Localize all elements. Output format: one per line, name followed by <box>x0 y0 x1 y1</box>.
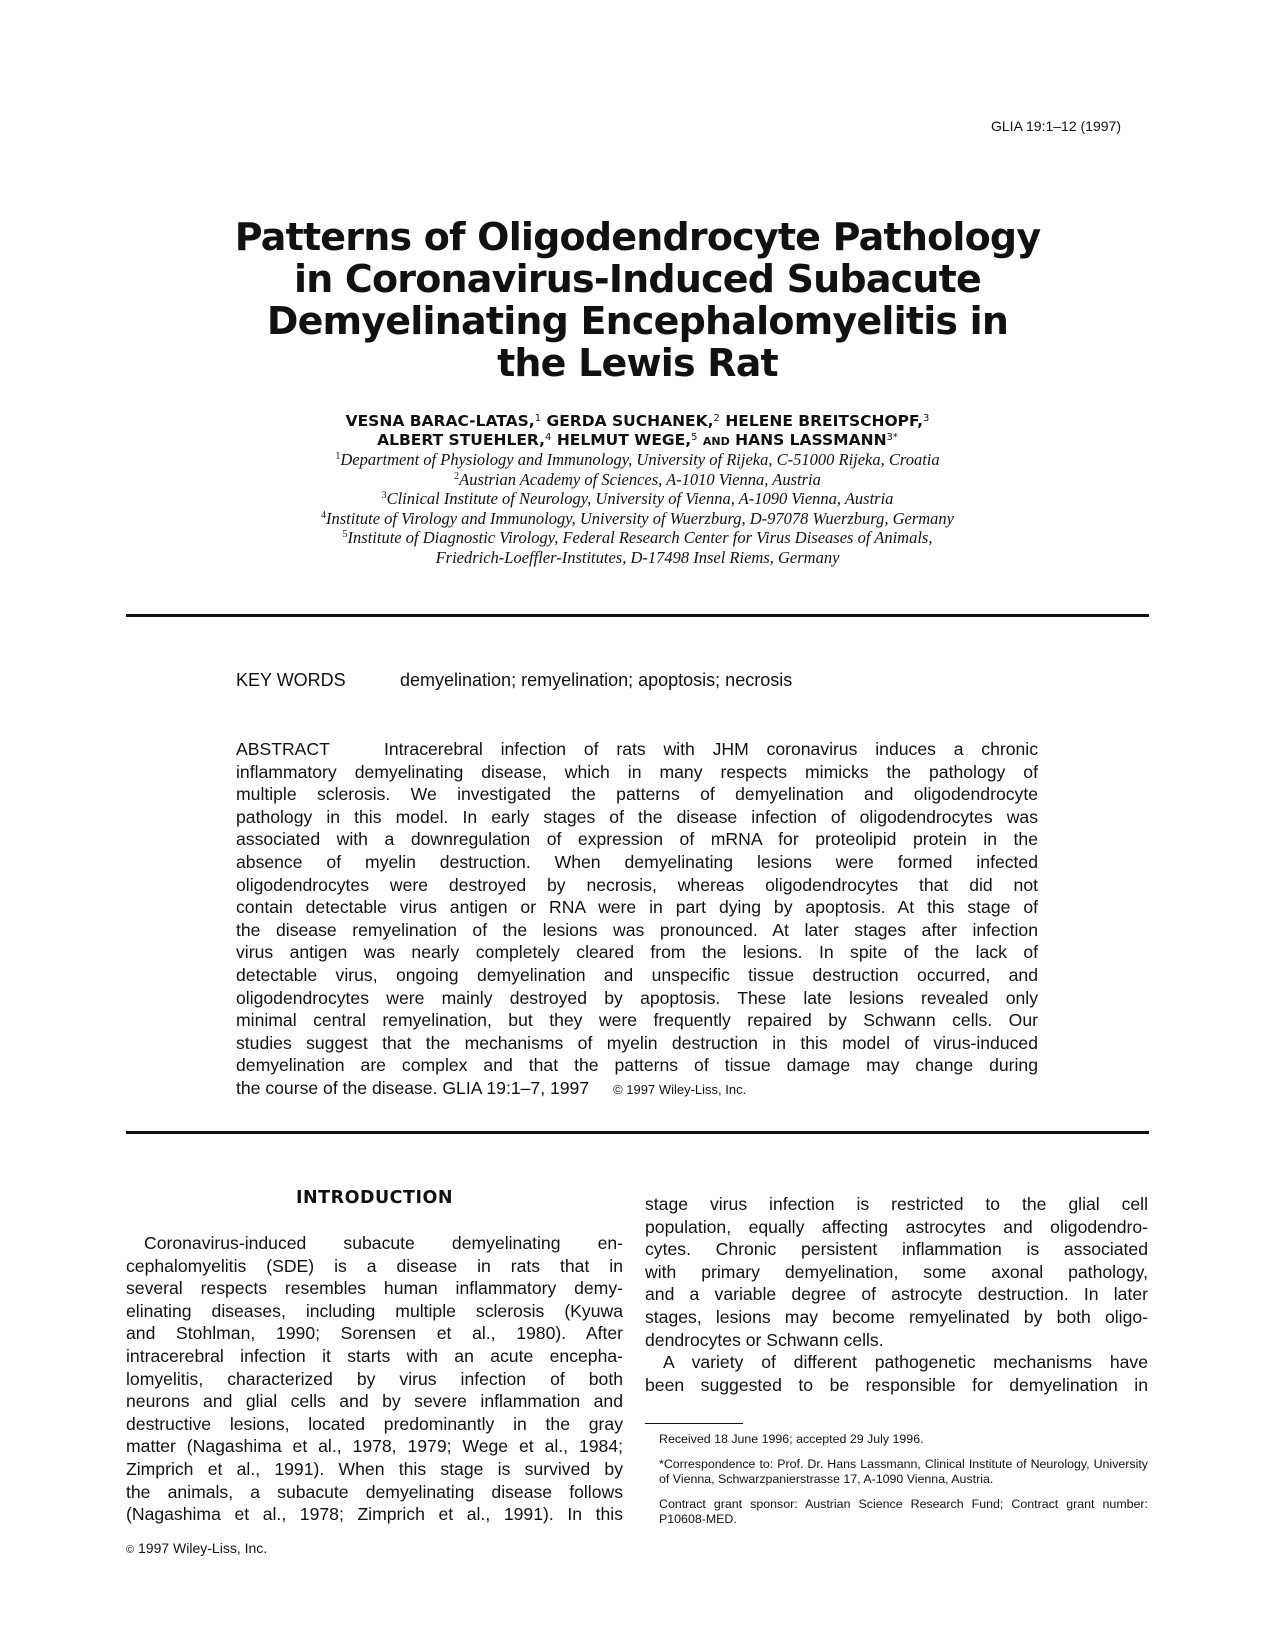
abstract-copyright: © 1997 Wiley-Liss, Inc. <box>613 1081 747 1097</box>
abstract-line: associated with a downregulation of expression of mRNA for proteolipid protein in the <box>236 829 1038 850</box>
author-sup: 2 <box>713 413 720 424</box>
body-line: with primary demyelination, some axonal pathology, <box>645 1261 1148 1282</box>
page-copyright <box>126 1540 267 1556</box>
bottom-divider <box>126 1131 1149 1134</box>
affiliation-text: Institute of Virology and Immunology, University of Wuerzburg, D-97078 Wuerzburg, Germany <box>325 508 954 528</box>
keywords-label: KEY WORDS <box>236 670 346 690</box>
author-sup: 4 <box>545 432 552 443</box>
affiliation-sup: 1 <box>335 451 341 462</box>
affiliation-sup: 5 <box>342 529 348 540</box>
body-line: stage virus infection is restricted to the glial cell <box>645 1194 1148 1214</box>
body-line: and a variable degree of astrocyte destruction. In later <box>645 1284 1148 1305</box>
title-line: Demyelinating Encephalomyelitis in <box>266 299 1009 343</box>
journal-reference: GLIA 19:1–12 (1997) <box>991 118 1121 134</box>
section-heading: INTRODUCTION <box>296 1188 453 1208</box>
abstract-line: studies suggest that the mechanisms of myelin destruction in this model of virus-induced <box>236 1032 1038 1053</box>
body-line: been suggested to be responsible for demyelination in <box>645 1374 1148 1395</box>
affiliation-sup: 4 <box>320 509 326 521</box>
author-line <box>160 412 1115 431</box>
abstract-label: ABSTRACT <box>236 739 330 759</box>
affiliation-text: Friedrich-Loeffler-Institutes, D-17498 Insel Riems, Germany <box>435 547 840 567</box>
author-name: GERDA SUCHANEK, <box>546 412 714 430</box>
affiliation <box>160 489 1115 509</box>
affiliation-text: Institute of Diagnostic Virology, Federal Research Center for Virus Diseases of Animals, <box>347 528 933 547</box>
body-line: elinating diseases, including multiple sclerosis (Kyuwa <box>126 1300 623 1321</box>
affiliation-list <box>160 450 1115 567</box>
right-column <box>645 1193 1148 1396</box>
abstract-line: oligodendrocytes were destroyed by necrosis, whereas oligodendrocytes that did not <box>236 874 1038 895</box>
footnote-received: Received 18 June 1996; accepted 29 July 1996. <box>659 1432 924 1446</box>
body-line: A variety of different pathogenetic mechanisms have <box>663 1352 1148 1373</box>
author-name: HANS LASSMANN <box>735 431 887 449</box>
affiliation <box>160 450 1115 470</box>
footnote-divider <box>645 1423 743 1424</box>
body-line: intracerebral infection it starts with an acute encepha- <box>126 1345 623 1366</box>
body-line: (Nagashima et al., 1978; Zimprich et al., 1991). In this <box>126 1504 623 1525</box>
keywords-block <box>236 670 792 691</box>
body-line: population, equally affecting astrocytes and oligodendro- <box>645 1216 1148 1237</box>
body-line: destructive lesions, located predominantly in the gray <box>126 1413 623 1434</box>
affiliation <box>160 548 1115 568</box>
abstract-line: absence of myelin destruction. When demyelinating lesions were formed infected <box>236 851 1038 872</box>
body-line: dendrocytes or Schwann cells. <box>645 1329 884 1350</box>
author-sup: 1 <box>534 413 542 424</box>
affiliation <box>160 528 1115 548</box>
affiliation-text: Department of Physiology and Immunology, University of Rijeka, C-51000 Rijeka, Croatia <box>340 450 940 469</box>
abstract-text: Intracerebral infection of rats with JHM coronavirus induces a chronic <box>384 739 1038 759</box>
affiliation-text: Clinical Institute of Neurology, University of Vienna, A-1090 Vienna, Austria <box>386 489 894 508</box>
author-conjunction: AND <box>702 435 730 448</box>
abstract-citation: the course of the disease. GLIA 19:1–7, 1997 <box>236 1077 590 1098</box>
abstract-line: inflammatory demyelinating disease, which in many respects mimicks the pathology of <box>236 761 1038 782</box>
author-name: HELMUT WEGE, <box>556 431 692 449</box>
body-line: lomyelitis, characterized by virus infection of both <box>126 1368 623 1389</box>
abstract-line: the disease remyelination of the lesions was pronounced. At later stages after infection <box>236 919 1038 940</box>
abstract-line <box>236 1077 1038 1100</box>
abstract-line: virus antigen was nearly completely cleared from the lesions. In spite of the lack of <box>236 942 1038 963</box>
affiliation-text: Austrian Academy of Sciences, A-1010 Vienna, Austria <box>459 469 821 489</box>
copyright-text: 1997 Wiley-Liss, Inc. <box>138 1540 268 1556</box>
abstract-line: multiple sclerosis. We investigated the patterns of demyelination and oligodendrocyte <box>236 784 1038 805</box>
body-line: cephalomyelitis (SDE) is a disease in rats that in <box>126 1255 623 1276</box>
body-line: the animals, a subacute demyelinating disease follows <box>126 1481 623 1502</box>
body-line: neurons and glial cells and by severe inflammation and <box>126 1391 623 1412</box>
author-sup: 3 <box>923 413 930 424</box>
body-line: stages, lesions may become remyelinated by both oligo- <box>645 1306 1148 1327</box>
article-title <box>160 216 1115 384</box>
body-line: Zimprich et al., 1991). When this stage is survived by <box>126 1458 623 1479</box>
abstract-line: pathology in this model. In early stages of the disease infection of oligodendrocytes was <box>236 806 1038 827</box>
title-line: in Coronavirus-Induced Subacute <box>294 257 981 301</box>
author-name: ALBERT STUEHLER, <box>377 431 546 449</box>
footnote-grant: Contract grant sponsor: Austrian Science Research Fund; Contract grant number: P10608-MED. <box>659 1496 1148 1526</box>
author-line <box>160 431 1115 451</box>
affiliation-sup: 3 <box>381 490 387 501</box>
body-line: Coronavirus-induced subacute demyelinating en- <box>144 1233 623 1253</box>
body-line: and Stohlman, 1990; Sorensen et al., 1980). After <box>126 1323 623 1344</box>
abstract-line: detectable virus, ongoing demyelination and unspecific tissue destruction occurred, and <box>236 964 1038 985</box>
author-sup: 3* <box>886 432 898 443</box>
body-line: cytes. Chronic persistent inflammation is associated <box>645 1239 1148 1260</box>
author-sup: 5 <box>691 432 698 443</box>
left-column <box>126 1232 623 1526</box>
author-name: HELENE BREITSCHOPF, <box>725 412 924 430</box>
abstract-line: minimal central remyelination, but they were frequently repaired by Schwann cells. Our <box>236 1010 1038 1031</box>
title-line: the Lewis Rat <box>497 341 778 385</box>
body-line: matter (Nagashima et al., 1978, 1979; Wege et al., 1984; <box>126 1436 623 1457</box>
top-divider <box>126 614 1149 617</box>
body-line: several respects resembles human inflammatory demy- <box>126 1278 623 1299</box>
abstract-line: oligodendrocytes were mainly destroyed by apoptosis. These late lesions revealed only <box>236 987 1038 1008</box>
keywords-text: demyelination; remyelination; apoptosis; necrosis <box>400 670 793 690</box>
affiliation-sup: 2 <box>454 470 460 482</box>
affiliation <box>160 509 1115 529</box>
copyright-symbol: © <box>126 1544 135 1556</box>
abstract-line: demyelination are complex and that the patterns of tissue damage may change during <box>236 1055 1038 1076</box>
author-name: VESNA BARAC-LATAS, <box>345 412 535 430</box>
footnote-correspondence: *Correspondence to: Prof. Dr. Hans Lassmann, Clinical Institute of Neurology, University of Vienna, Schwarzpanierstrasse 17, A-1090 Vienna, Austria. <box>659 1456 1148 1486</box>
abstract-line: contain detectable virus antigen or RNA were in part dying by apoptosis. At this stage of <box>236 897 1038 918</box>
footnotes <box>645 1432 1148 1537</box>
affiliation <box>160 470 1115 490</box>
author-list <box>160 412 1115 451</box>
abstract-block <box>236 738 1038 1100</box>
abstract-line <box>236 738 1038 761</box>
title-line: Patterns of Oligodendrocyte Pathology <box>234 215 1041 259</box>
